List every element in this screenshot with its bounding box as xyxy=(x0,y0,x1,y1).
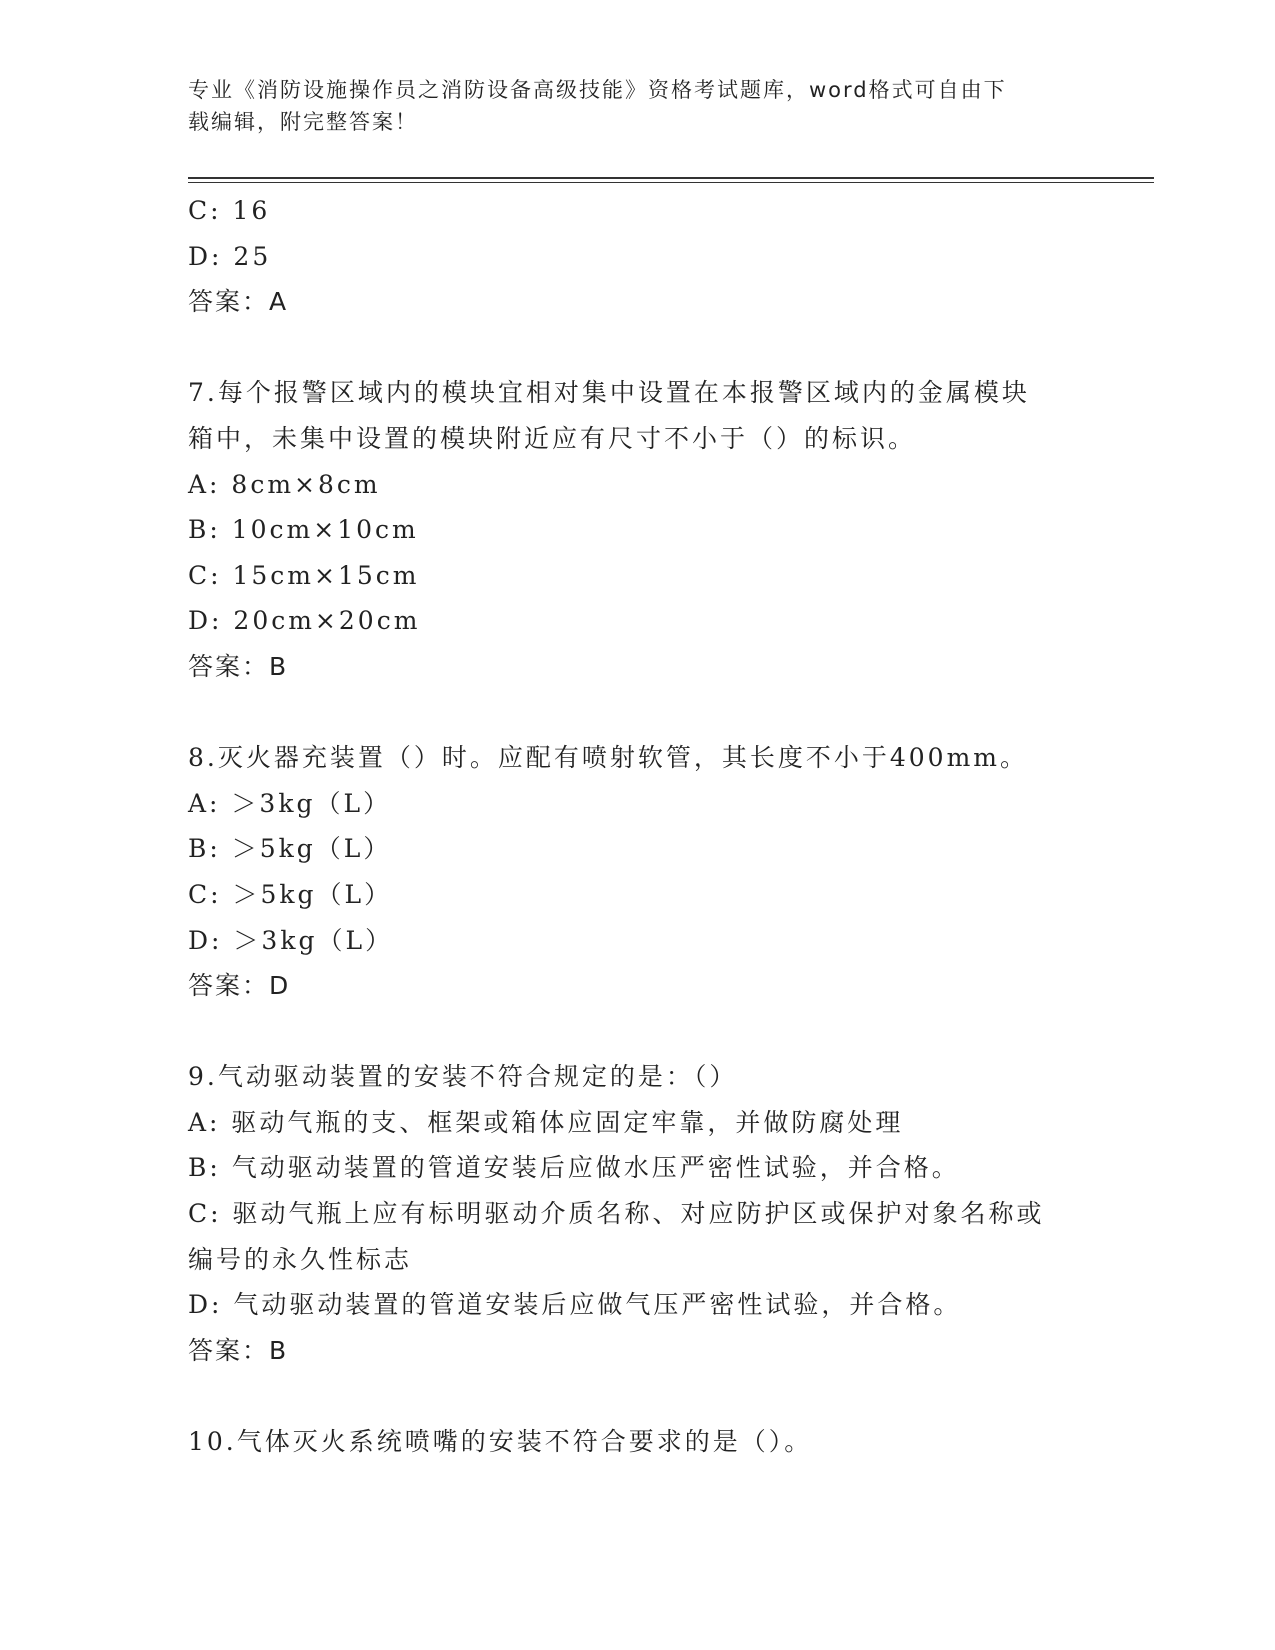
question-6-partial xyxy=(188,188,1088,325)
header-rule-thick xyxy=(188,177,1154,179)
q9-answer: 答案：B xyxy=(188,1335,289,1365)
q8-option-b: B: ＞5kg（L） xyxy=(188,834,392,864)
header-line-2: 载编辑，附完整答案！ xyxy=(188,110,418,134)
q9-option-d: D: 气动驱动装置的管道安装后应做气压严密性试验，并合格。 xyxy=(188,1290,962,1320)
q7-stem-line-2: 箱中，未集中设置的模块附近应有尺寸不小于（）的标识。 xyxy=(188,423,917,453)
spacer xyxy=(188,1009,1088,1055)
question-7 xyxy=(188,370,1088,689)
q8-option-d: D: ＞3kg（L） xyxy=(188,925,394,955)
header-line-1: 专业《消防设施操作员之消防设备高级技能》资格考试题库，word格式可自由下 xyxy=(188,78,1007,102)
q6-option-d: D: 25 xyxy=(188,241,272,271)
q7-stem-line-1: 7.每个报警区域内的模块宜相对集中设置在本报警区域内的金属模块 xyxy=(188,378,1030,408)
q8-option-a: A: ＞3kg（L） xyxy=(188,788,392,818)
q7-option-d: D: 20cm×20cm xyxy=(188,606,421,636)
question-8 xyxy=(188,735,1088,1009)
header-rule-thin xyxy=(188,182,1154,183)
q7-option-c: C: 15cm×15cm xyxy=(188,560,420,590)
q7-option-a: A: 8cm×8cm xyxy=(188,469,381,499)
spacer xyxy=(188,1373,1088,1419)
q7-answer: 答案：B xyxy=(188,651,289,681)
spacer xyxy=(188,690,1088,736)
q8-answer: 答案：D xyxy=(188,971,291,1001)
page-header xyxy=(188,74,1068,138)
question-10 xyxy=(188,1419,1088,1465)
q6-answer: 答案：A xyxy=(188,287,289,317)
q9-option-a: A: 驱动气瓶的支、框架或箱体应固定牢靠，并做防腐处理 xyxy=(188,1107,904,1137)
q7-option-b: B: 10cm×10cm xyxy=(188,515,419,545)
q8-stem: 8.灭火器充装置（）时。应配有喷射软管，其长度不小于400mm。 xyxy=(188,743,1028,773)
q6-option-c: C: 16 xyxy=(188,196,271,225)
q10-stem: 10.气体灭火系统喷嘴的安装不符合要求的是（）。 xyxy=(188,1427,813,1457)
question-content xyxy=(188,188,1088,1465)
q8-option-c: C: ＞5kg（L） xyxy=(188,879,393,909)
q9-option-c-line-2: 编号的永久性标志 xyxy=(188,1244,413,1274)
q9-option-b: B: 气动驱动装置的管道安装后应做水压严密性试验，并合格。 xyxy=(188,1153,960,1183)
q9-option-c-line-1: C: 驱动气瓶上应有标明驱动介质名称、对应防护区或保护对象名称或 xyxy=(188,1199,1045,1229)
question-9 xyxy=(188,1054,1088,1373)
spacer xyxy=(188,325,1088,371)
q9-stem: 9.气动驱动装置的安装不符合规定的是：（） xyxy=(188,1062,738,1092)
